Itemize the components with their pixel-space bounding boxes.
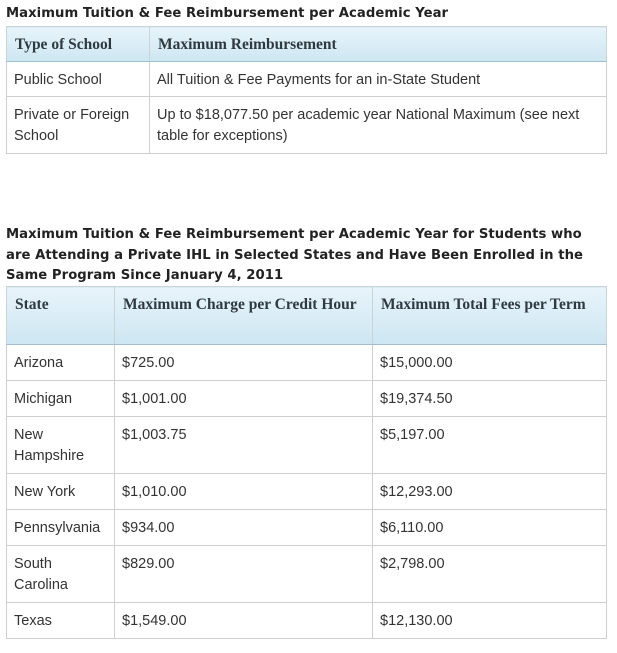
table-row xyxy=(7,62,607,97)
cell-total-fees: $12,130.00 xyxy=(373,603,607,639)
table-row xyxy=(7,97,607,154)
cell-state: Arizona xyxy=(7,345,115,381)
table-row xyxy=(7,510,607,546)
cell-charge-per-credit: $1,010.00 xyxy=(115,474,373,510)
cell-total-fees: $6,110.00 xyxy=(373,510,607,546)
header-state: State xyxy=(7,287,115,345)
cell-total-fees: $15,000.00 xyxy=(373,345,607,381)
header-max-total-fees-per-term: Maximum Total Fees per Term xyxy=(373,287,607,345)
cell-charge-per-credit: $934.00 xyxy=(115,510,373,546)
cell-total-fees: $12,293.00 xyxy=(373,474,607,510)
cell-charge-per-credit: $725.00 xyxy=(115,345,373,381)
table-row xyxy=(7,474,607,510)
table-row xyxy=(7,345,607,381)
cell-state: South Carolina xyxy=(7,546,115,603)
table-row xyxy=(7,381,607,417)
cell-state: Pennsylvania xyxy=(7,510,115,546)
cell-reimbursement: All Tuition & Fee Payments for an in-State Student xyxy=(150,62,607,97)
cell-state: Michigan xyxy=(7,381,115,417)
cell-total-fees: $2,798.00 xyxy=(373,546,607,603)
cell-state: New York xyxy=(7,474,115,510)
state-maximums-table xyxy=(6,286,607,639)
table-header-row xyxy=(7,27,607,62)
cell-total-fees: $5,197.00 xyxy=(373,417,607,474)
cell-state: Texas xyxy=(7,603,115,639)
cell-charge-per-credit: $1,549.00 xyxy=(115,603,373,639)
reimbursement-table xyxy=(6,26,607,154)
cell-charge-per-credit: $829.00 xyxy=(115,546,373,603)
table-caption-state-maximums: Maximum Tuition & Fee Reimbursement per Academic Year for Students who are Attending a Private IHL in Selected States and Have Been Enrolled in the Same Program Since January 4, 2011 xyxy=(6,227,584,283)
cell-school-type: Public School xyxy=(7,62,150,97)
cell-school-type: Private or Foreign School xyxy=(7,97,150,154)
cell-charge-per-credit: $1,003.75 xyxy=(115,417,373,474)
table-row xyxy=(7,546,607,603)
cell-reimbursement: Up to $18,077.50 per academic year National Maximum (see next table for exceptions) xyxy=(150,97,607,154)
cell-charge-per-credit: $1,001.00 xyxy=(115,381,373,417)
cell-total-fees: $19,374.50 xyxy=(373,381,607,417)
header-max-charge-per-credit-hour: Maximum Charge per Credit Hour xyxy=(115,287,373,345)
header-maximum-reimbursement: Maximum Reimbursement xyxy=(150,27,607,62)
table-header-row xyxy=(7,287,607,345)
table-caption-reimbursement: Maximum Tuition & Fee Reimbursement per Academic Year xyxy=(6,6,449,21)
table-row xyxy=(7,417,607,474)
header-type-of-school: Type of School xyxy=(7,27,150,62)
cell-state: New Hampshire xyxy=(7,417,115,474)
table-row xyxy=(7,603,607,639)
